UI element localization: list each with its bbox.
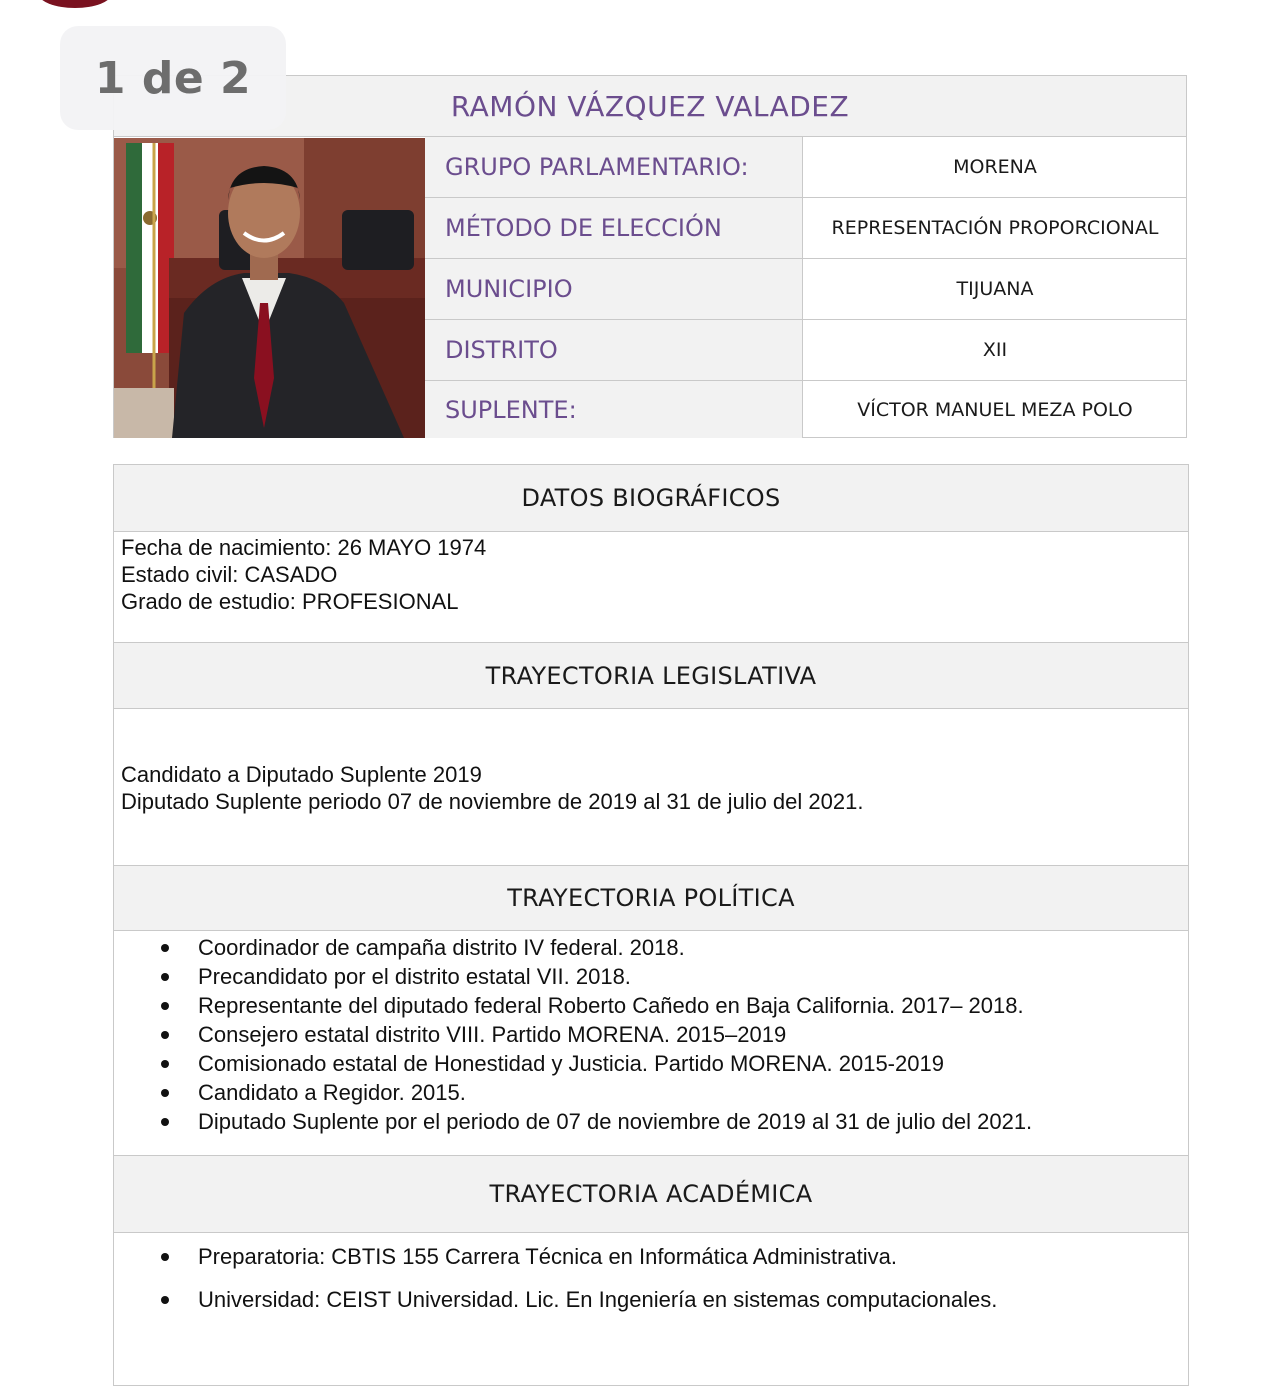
list-item: Universidad: CEIST Universidad. Lic. En Ingeniería en sistemas computacionales.	[114, 1285, 997, 1315]
section-title-academica: TRAYECTORIA ACADÉMICA	[114, 1155, 1188, 1233]
list-item: Preparatoria: CBTIS 155 Carrera Técnica en Informática Administrativa.	[114, 1242, 997, 1272]
info-value: REPRESENTACIÓN PROPORCIONAL	[803, 198, 1187, 259]
info-row-municipio	[425, 259, 1187, 320]
info-label: MÉTODO DE ELECCIÓN	[425, 198, 803, 259]
profile-name: RAMÓN VÁZQUEZ VALADEZ	[450, 89, 850, 123]
info-value: XII	[803, 320, 1187, 381]
bio-line: Grado de estudio: PROFESIONAL	[121, 589, 459, 614]
list-item: Consejero estatal distrito VIII. Partido MORENA. 2015–2019	[114, 1020, 1032, 1049]
portrait-image	[114, 138, 425, 438]
list-item: Comisionado estatal de Honestidad y Justicia. Partido MORENA. 2015-2019	[114, 1049, 1032, 1078]
section-body-politica	[114, 931, 1188, 1155]
section-body-biograficos	[114, 532, 1188, 642]
bio-line: Fecha de nacimiento: 26 MAYO 1974	[121, 535, 487, 560]
page-indicator	[60, 26, 286, 130]
list-item: Representante del diputado federal Roberto Cañedo en Baja California. 2017– 2018.	[114, 991, 1032, 1020]
info-value: VÍCTOR MANUEL MEZA POLO	[857, 398, 1133, 421]
legislative-line: Diputado Suplente periodo 07 de noviembre de 2019 al 31 de julio del 2021.	[121, 789, 864, 814]
section-title-legislativa: TRAYECTORIA LEGISLATIVA	[114, 642, 1188, 709]
profile-photo	[114, 138, 425, 438]
logo-fragment	[38, 0, 112, 8]
section-title-politica: TRAYECTORIA POLÍTICA	[114, 865, 1188, 931]
list-item: Diputado Suplente por el periodo de 07 de noviembre de 2019 al 31 de julio del 2021.	[114, 1107, 1032, 1136]
info-label: DISTRITO	[425, 320, 803, 381]
info-label: GRUPO PARLAMENTARIO:	[425, 137, 803, 198]
legislative-line: Candidato a Diputado Suplente 2019	[121, 762, 482, 787]
section-body-legislativa	[114, 709, 1188, 865]
info-row-suplente	[425, 381, 1187, 438]
info-value: MORENA	[803, 137, 1187, 198]
info-row-grupo	[425, 137, 1187, 198]
profile-card	[113, 75, 1187, 438]
info-row-metodo	[425, 198, 1187, 259]
biography-card	[113, 464, 1189, 1386]
info-row-distrito	[425, 320, 1187, 381]
section-title-biograficos: DATOS BIOGRÁFICOS	[114, 465, 1188, 532]
list-item: Coordinador de campaña distrito IV federal. 2018.	[114, 933, 1032, 962]
info-label: MUNICIPIO	[425, 259, 803, 320]
list-item: Candidato a Regidor. 2015.	[114, 1078, 1032, 1107]
info-value: TIJUANA	[803, 259, 1187, 320]
list-item: Precandidato por el distrito estatal VII. 2018.	[114, 962, 1032, 991]
page-indicator-text: 1 de 2	[94, 52, 252, 104]
bio-line: Estado civil: CASADO	[121, 562, 338, 587]
section-body-academica	[114, 1233, 1188, 1385]
info-label: SUPLENTE:	[425, 381, 803, 438]
